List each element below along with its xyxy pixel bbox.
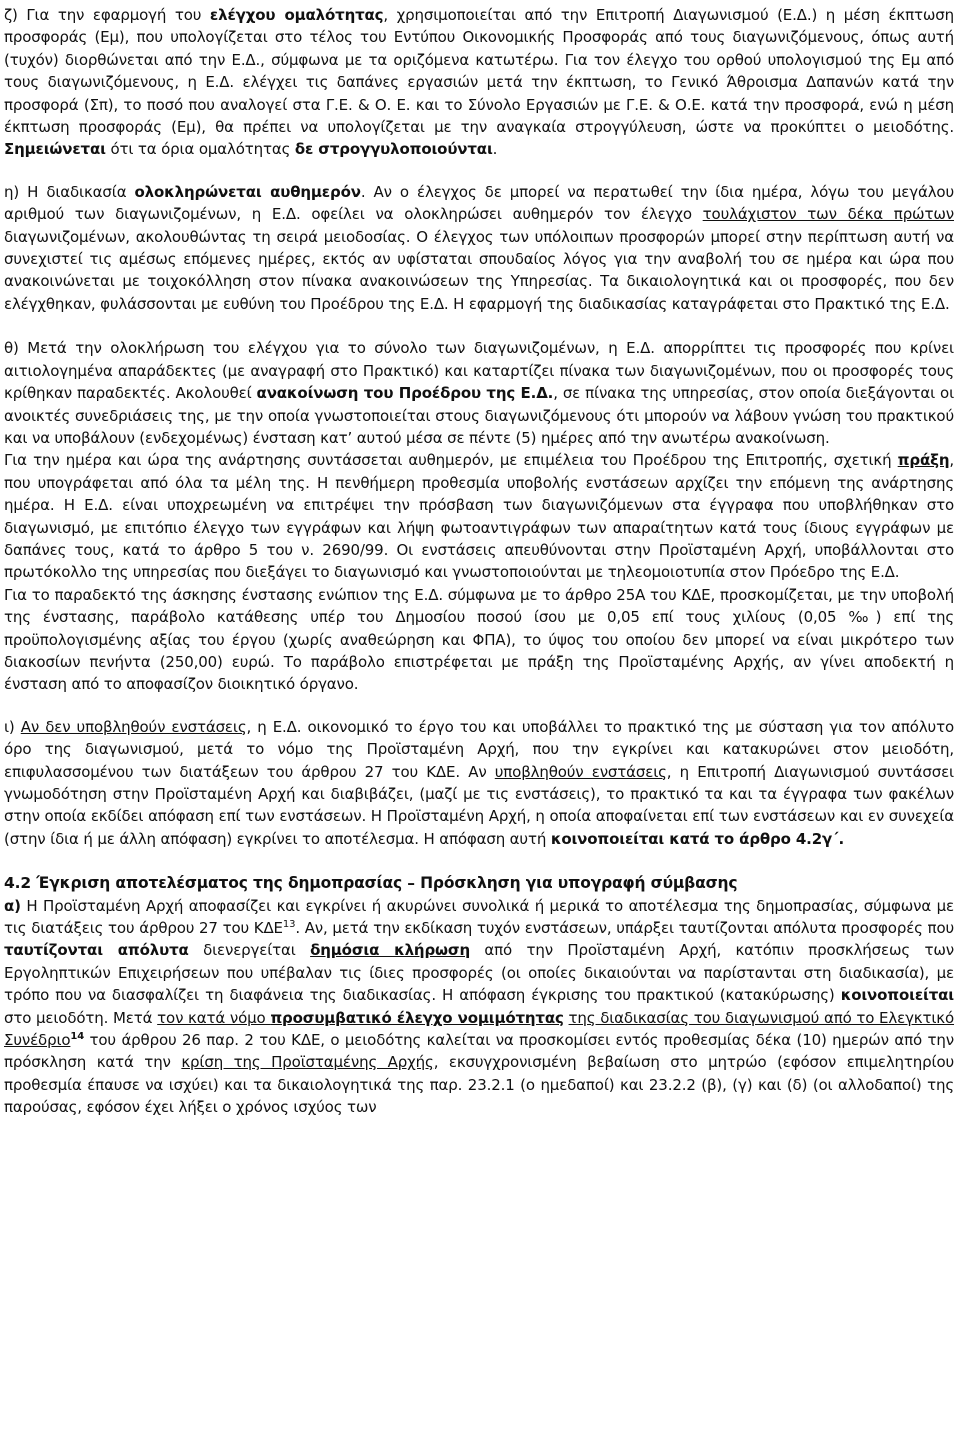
text-run: . Αν, μετά την εκδίκαση τυχόν ενστάσεων, υπάρξει ταυτίζονται απόλυτα προσφορές που (295, 919, 954, 938)
text-run: προσυμβατικό έλεγχο νομιμότητας (270, 1008, 564, 1027)
text-run: τουλάχιστον των δέκα πρώτων (702, 205, 954, 224)
text-run: η) Η διαδικασία (4, 182, 135, 201)
text-run: Η Προϊσταμένη Αρχή αποφασίζει και εγκρίνει ή ακυρώνει συνολικά ή μερικά το αποτέλεσμα της δημοπρασίας, σύμφωνα με τις διατάξεις του άρθρου 27 του ΚΔΕ (4, 896, 954, 938)
text-run: . (492, 140, 498, 159)
text-run: ταυτίζονται απόλυτα (4, 941, 189, 960)
text-run: , η Επιτροπή Διαγωνισμού συντάσσει γνωμοδότηση στην Προϊσταμένη Αρχή και διαβιβάζει, (μαζί με τις ενστάσεις), το πρακτικό τα και τα έγγραφα των φακέλων στην οποία εκδίδει απόφαση επί των ενστάσεων. Η Προϊσταμένη Αρχή, η οποία αποφαίνεται επί των ενστάσεων και εν συνεχεία (στην ίδια ή με άλλη απόφαση) εγκρίνει το αποτέλεσμα. Η απόφαση αυτή (4, 762, 954, 848)
text-run: Για την ημέρα και ώρα της ανάρτησης συντάσσεται αυθημερόν, με επιμέλεια του Προέδρου της Επιτροπής, σχετική (4, 451, 898, 470)
text-run: διενεργείται (188, 941, 311, 960)
text-run: ζ) Για την εφαρμογή του (4, 6, 210, 24)
text-run: του άρθρου 26 παρ. 2 του ΚΔΕ, ο μειοδότης καλείται να προσκομίσει εντός προθεσμίας δέκα (10) ημερών από την πρόσκληση κατά την (4, 1031, 954, 1072)
text-run: ανακοίνωση του Προέδρου της Ε.Δ. (256, 384, 554, 403)
text-run: , η Ε.Δ. οικονομικό το έργο του και υποβάλλει το πρακτικό της με σύσταση για τον απόλυτο όρο της διαγωνισμού, μετά το νόμο της Προϊσταμένη Αρχή, που την εγκρίνει και κατακυρώνει στον μειοδότη, επιφυλασσομένου των διατάξεων του άρθρου 27 του ΚΔΕ. Αν (4, 717, 954, 781)
text-run: διαγωνιζομένων, ακολουθώντας τη σειρά μειοδοσίας. Ο έλεγχος των υπόλοιπων προσφορών μπορεί στην περίπτωση αυτή να συνεχιστεί τις αμέσως επόμενες ημέρες, εκτός αν υφίσταται σπουδαίος λόγος για την αναβολή του σε ημέρα και ώρα που ανακοινώνεται με τοιχοκόλληση στον πίνακα ανακοινώσεων της Υπηρεσίας. Τα δικαιολογητικά και οι προσφορές, που δεν ελέγχθηκαν, φυλάσσονται με ευθύνη του Προέδρου της Ε.Δ. Η εφαρμογή της διαδικασίας καταγράφεται στο Πρακτικό της Ε.Δ. (4, 227, 954, 313)
text-run: τον κατά νόμο (157, 1008, 271, 1027)
paragraph-eta (4, 181, 954, 315)
paragraph-alpha (4, 895, 954, 1119)
paragraph-theta-fee (4, 584, 954, 696)
section-heading-4-2 (4, 872, 954, 894)
text-run: δημόσια κλήρωση (310, 941, 470, 960)
paragraph-theta-objection-timeline (4, 449, 954, 583)
text-run: , που υπογράφεται από όλα τα μέλη της. Η πενθήμερη προθεσμία υποβολής ενστάσεων αρχίζει την επόμενη της ανάρτησης ημέρα. Η Ε.Δ. είναι υποχρεωμένη να επιτρέψει την πρόσβαση των διαγωνιζόμενων στα έγγραφα που υποβλήθηκαν στο διαγωνισμό, με επιτόπιο έλεγχο των εγγράφων και λήψη φωτοαντιγράφων των απαραίτητων κατά τους ίδιους εγγράφων με δαπάνες τους, κατά το άρθρο 5 του ν. 2690/99. Οι ενστάσεις απευθύνονται στην Προϊσταμένη Αρχή, υποβάλλονται στο πρωτόκολλο της υπηρεσίας που διεξάγει το διαγωνισμό και γνωστοποιούνται με τηλεομοιοτυπία στον Πρόεδρο της Ε.Δ. (4, 451, 954, 582)
text-run: 13 (282, 919, 296, 931)
text-run: . Αν ο έλεγχος δε μπορεί να περατωθεί την ίδια ημέρα, λόγω του μεγάλου αριθμού των διαγωνιζομένων, η Ε.Δ. οφείλει να ολοκληρώσει αυθημερόν τον έλεγχο (4, 182, 954, 224)
text-run: στο μειοδότη. Μετά (4, 1008, 158, 1027)
text-run: κοινοποιείται κατά το άρθρο 4.2γ΄. (550, 829, 845, 848)
text-run: ολοκληρώνεται αυθημερόν (134, 182, 361, 201)
text-run: ότι τα όρια ομαλότητας (105, 140, 295, 159)
text-run: κοινοποιείται (840, 986, 954, 1005)
paragraph-zeta (4, 4, 954, 161)
text-run: κρίση της Προϊσταμένης Αρχής (181, 1053, 434, 1072)
text-run: υποβληθούν ενστάσεις (494, 762, 667, 781)
text-run: δε στρογγυλοποιούνται (294, 140, 493, 159)
text-run: θ) Μετά την ολοκλήρωση του ελέγχου για το σύνολο των διαγωνιζομένων, η Ε.Δ. απορρίπτει τις προσφορές που κρίνει αιτιολογημένα απαράδεκτες (με αναγραφή στο Πρακτικό) και καταρτίζει πίνακα των διαγωνιζομένων, που οι προσφορές τους κρίθηκαν παραδεκτές. Ακολουθεί (4, 339, 954, 403)
text-run: , σε πίνακα της υπηρεσίας, στον οποία διεξάγονται οι ανοικτές συνεδριάσεις της, με την οποία γνωστοποιείται στους διαγωνιζόμενους ότι μπορούν να λάβουν γνώση του πρακτικού και να υποβάλουν (ενδεχομένως) ένσταση κατ’ αυτού μέσα σε πέντε (5) ημέρες από την ανωτέρω ανακοίνωση. (4, 384, 955, 447)
text-run: , εκσυγχρονισμένη βεβαίωση στο μητρώο (εφόσον επιμελητηρίου προθεσμία έπαυσε να ισχύει) και τα δικαιολογητικά της παρ. 23.2.1 (ο ημεδαποί) και 23.2.2 (β), (γ) και (δ) (οι αλλοδαποί) της παρούσας, εφόσον έχει λήξει ο χρόνος ισχύος των (4, 1053, 954, 1117)
paragraph-iota (4, 716, 954, 850)
document-page (4, 4, 954, 1119)
text-run: , χρησιμοποιείται από την Επιτροπή Διαγωνισμού (Ε.Δ.) η μέση έκπτωση προσφοράς (Εμ), που υπολογίζεται στο τέλος του Εντύπου Οικονομικής Προσφοράς από τους διαγωνιζόμενους, όπως αυτή (τυχόν) διορθώνεται από την Ε.Δ., σύμφωνα με τα οριζόμενα κατωτέρω. Για τον έλεγχο του ορθού υπολογισμού της Εμ από τους διαγωνιζόμενους, η Ε.Δ. ελέγχει τις δαπάνες εργασιών μετά την έκπτωση, το Γενικό Άθροισμα Δαπανών κατά την προσφορά (Σπ), το ποσό που αναλογεί στα Γ.Ε. & Ο. Ε. και το Σύνολο Εργασιών με Γ.Ε. & Ο.Ε. κατά την προσφορά, ενώ η μέση έκπτωση προσφοράς (Εμ), θα πρέπει να υπολογίζεται με την αναγκαία στρογγύλευση, ώστε να προκύπτει ο μειοδότης. (4, 6, 954, 137)
text-run: Αν δεν υποβληθούν ενστάσεις (20, 717, 247, 736)
text-run: Για το παραδεκτό της άσκησης ένστασης ενώπιον της Ε.Δ. σύμφωνα με το άρθρο 25Α του ΚΔΕ, προσκομίζεται, με την υποβολή της ένστασης, παράβολο κατάθεσης υπέρ του Δημοσίου ποσού ίσου με 0,05 επί τους χιλίους (0,05 ‰) επί της προϋπολογισμένης αξίας του έργου (χωρίς αναθεώρηση και ΦΠΑ), το ύψος του οποίου δεν μπορεί να είναι μικρότερο των διακοσίων πενήντα (250,00) ευρώ. Το παράβολο επιστρέφεται με πράξη της Προϊσταμένης Αρχής, αν γίνει αποδεκτή η ένσταση από το αποφασίζον διοικητικό όργανο. (4, 585, 954, 694)
text-run: 14 (70, 1031, 85, 1043)
text-run: α) (4, 896, 21, 915)
text-run: της διαδικασίας του διαγωνισμού από το Ελεγκτικό Συνέδριο (4, 1008, 955, 1050)
paragraph-theta (4, 337, 954, 449)
text-run: πράξη (897, 451, 950, 470)
text-run: 4.2 Έγκριση αποτελέσματος της δημοπρασίας – Πρόσκληση για υπογραφή σύμβασης (4, 874, 738, 893)
text-run: ι) (4, 717, 21, 736)
text-run: Σημειώνεται (4, 140, 106, 159)
text-run: ελέγχου ομαλότητας (209, 6, 384, 24)
text-run: από την Προϊσταμένη Αρχή, κατόπιν προσκλήσεως των Εργοληπτικών Επιχειρήσεων που υπέβαλαν τις ίδιες προσφορές (οι οποίες δικαιούνται να παρίστανται στη διαδικασία), με τρόπο που να διασφαλίζει τη διαφάνεια της διαδικασίας. Η απόφαση έγκρισης του πρακτικού (κατακύρωσης) (4, 941, 954, 1005)
